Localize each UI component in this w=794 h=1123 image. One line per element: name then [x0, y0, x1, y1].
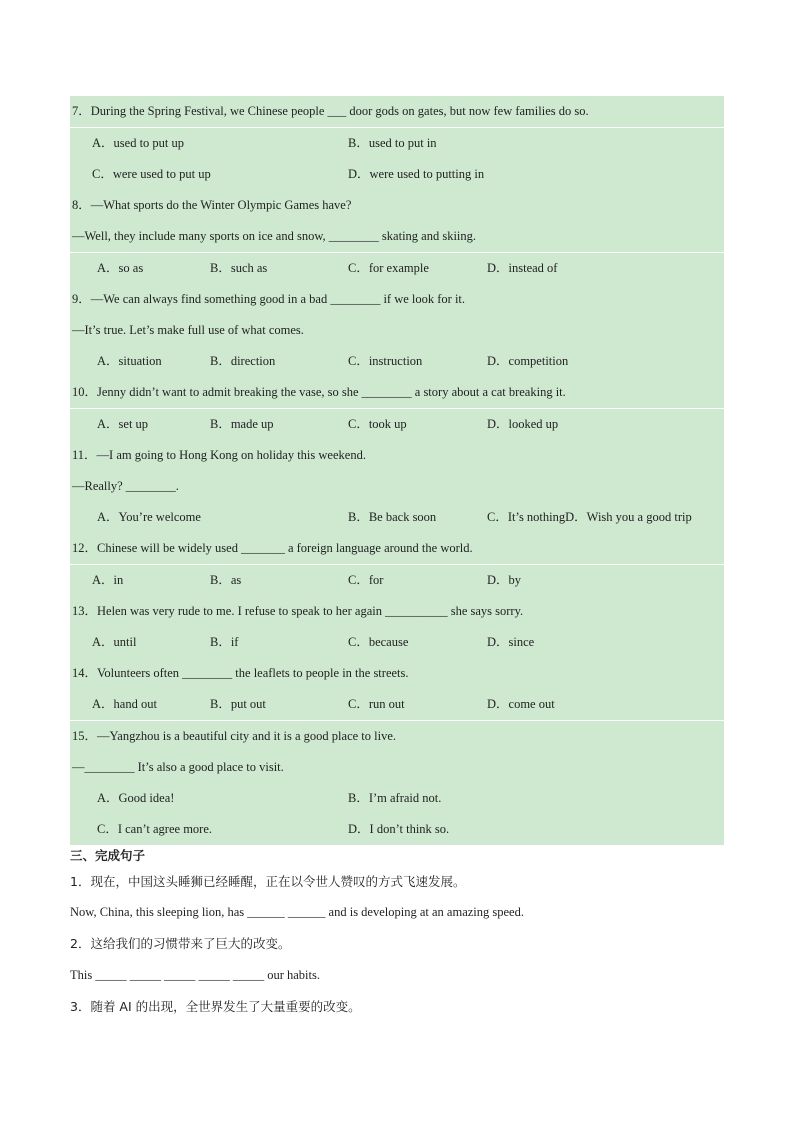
option-c[interactable]: C．took up	[348, 417, 407, 431]
question-11-stem: 11．—I am going to Hong Kong on holiday this weekend.	[70, 440, 724, 471]
option-b[interactable]: B．Be back soon	[348, 510, 437, 524]
question-9-options	[70, 346, 724, 377]
question-14-stem: 14．Volunteers often ________ the leaflets to people in the streets.	[70, 658, 724, 689]
option-d[interactable]: D．were used to putting in	[348, 167, 485, 181]
option-a[interactable]: A．so as	[97, 261, 144, 275]
question-7-stem: 7．During the Spring Festival, we Chinese people ___ door gods on gates, but now few families do so.	[70, 96, 724, 127]
option-c[interactable]: C．because	[348, 635, 409, 649]
question-15-stem: 15．—Yangzhou is a beautiful city and it is a good place to live.	[70, 721, 724, 752]
option-a[interactable]: A．situation	[97, 354, 162, 368]
option-a[interactable]: A．until	[92, 635, 137, 649]
sentence-2-chinese: 2．这给我们的习惯带来了巨大的改变。	[70, 936, 291, 951]
question-11-options	[70, 502, 724, 533]
question-12-stem: 12．Chinese will be widely used _______ a foreign language around the world.	[70, 533, 724, 564]
option-d[interactable]: D．since	[487, 635, 535, 649]
option-b[interactable]: B．made up	[210, 417, 274, 431]
option-b[interactable]: B．used to put in	[348, 136, 437, 150]
option-b[interactable]: B．such as	[210, 261, 268, 275]
option-b[interactable]: B．put out	[210, 697, 266, 711]
option-b[interactable]: B．I’m afraid not.	[348, 791, 442, 805]
option-a[interactable]: A．Good idea!	[97, 791, 175, 805]
question-8-stem: 8．—What sports do the Winter Olympic Games have?	[70, 190, 724, 221]
option-a[interactable]: A．in	[92, 573, 124, 587]
question-9-stem: 9．—We can always find something good in a bad ________ if we look for it.	[70, 284, 724, 315]
sentence-2-english: This _____ _____ _____ _____ _____ our habits.	[70, 968, 320, 982]
option-b[interactable]: B．direction	[210, 354, 276, 368]
option-a[interactable]: A．used to put up	[92, 136, 185, 150]
option-c[interactable]: C．for example	[348, 261, 429, 275]
question-15-line-2: —________ It’s also a good place to visit.	[70, 752, 724, 783]
option-d[interactable]: D．come out	[487, 697, 555, 711]
option-a[interactable]: A．hand out	[92, 697, 157, 711]
question-14-options	[70, 689, 724, 720]
question-7-options-row-1	[70, 128, 724, 159]
question-13-stem: 13．Helen was very rude to me. I refuse to speak to her again __________ she says sorry.	[70, 596, 724, 627]
option-c[interactable]: C．for	[348, 573, 384, 587]
section-heading: 三、完成句子	[70, 848, 146, 863]
option-d[interactable]: D．looked up	[487, 417, 559, 431]
sentence-3-chinese: 3．随着 AI 的出现，全世界发生了大量重要的改变。	[70, 999, 361, 1014]
question-9-line-2: —It’s true. Let’s make full use of what comes.	[70, 315, 724, 346]
option-a[interactable]: A．set up	[97, 417, 149, 431]
option-d[interactable]: D．I don’t think so.	[348, 822, 450, 836]
question-15-options-row-2	[70, 814, 724, 845]
question-10-stem: 10．Jenny didn’t want to admit breaking the vase, so she ________ a story about a cat breaking it.	[70, 377, 724, 408]
option-d[interactable]: D．instead of	[487, 261, 558, 275]
option-c-d[interactable]: C．It’s nothingD．Wish you a good trip	[487, 510, 692, 524]
option-c[interactable]: C．run out	[348, 697, 405, 711]
question-11-line-2: —Really? ________.	[70, 471, 724, 502]
sentence-1-chinese: 1．现在，中国这头睡狮已经睡醒，正在以令世人赞叹的方式飞速发展。	[70, 874, 466, 889]
question-8-line-2: —Well, they include many sports on ice and snow, ________ skating and skiing.	[70, 221, 724, 252]
question-15-options-row-1	[70, 783, 724, 814]
option-a[interactable]: A．You’re welcome	[97, 510, 201, 524]
option-d[interactable]: D．competition	[487, 354, 569, 368]
option-d[interactable]: D．by	[487, 573, 522, 587]
option-b[interactable]: B．if	[210, 635, 239, 649]
option-b[interactable]: B．as	[210, 573, 242, 587]
question-10-options	[70, 409, 724, 440]
option-c[interactable]: C．instruction	[348, 354, 423, 368]
sentence-1-english: Now, China, this sleeping lion, has ______ ______ and is developing at an amazing speed.	[70, 905, 524, 919]
question-7-options-row-2	[70, 159, 724, 190]
question-13-options	[70, 627, 724, 658]
question-12-options	[70, 565, 724, 596]
question-8-options	[70, 253, 724, 284]
option-c[interactable]: C．I can’t agree more.	[97, 822, 212, 836]
option-c[interactable]: C．were used to put up	[92, 167, 211, 181]
